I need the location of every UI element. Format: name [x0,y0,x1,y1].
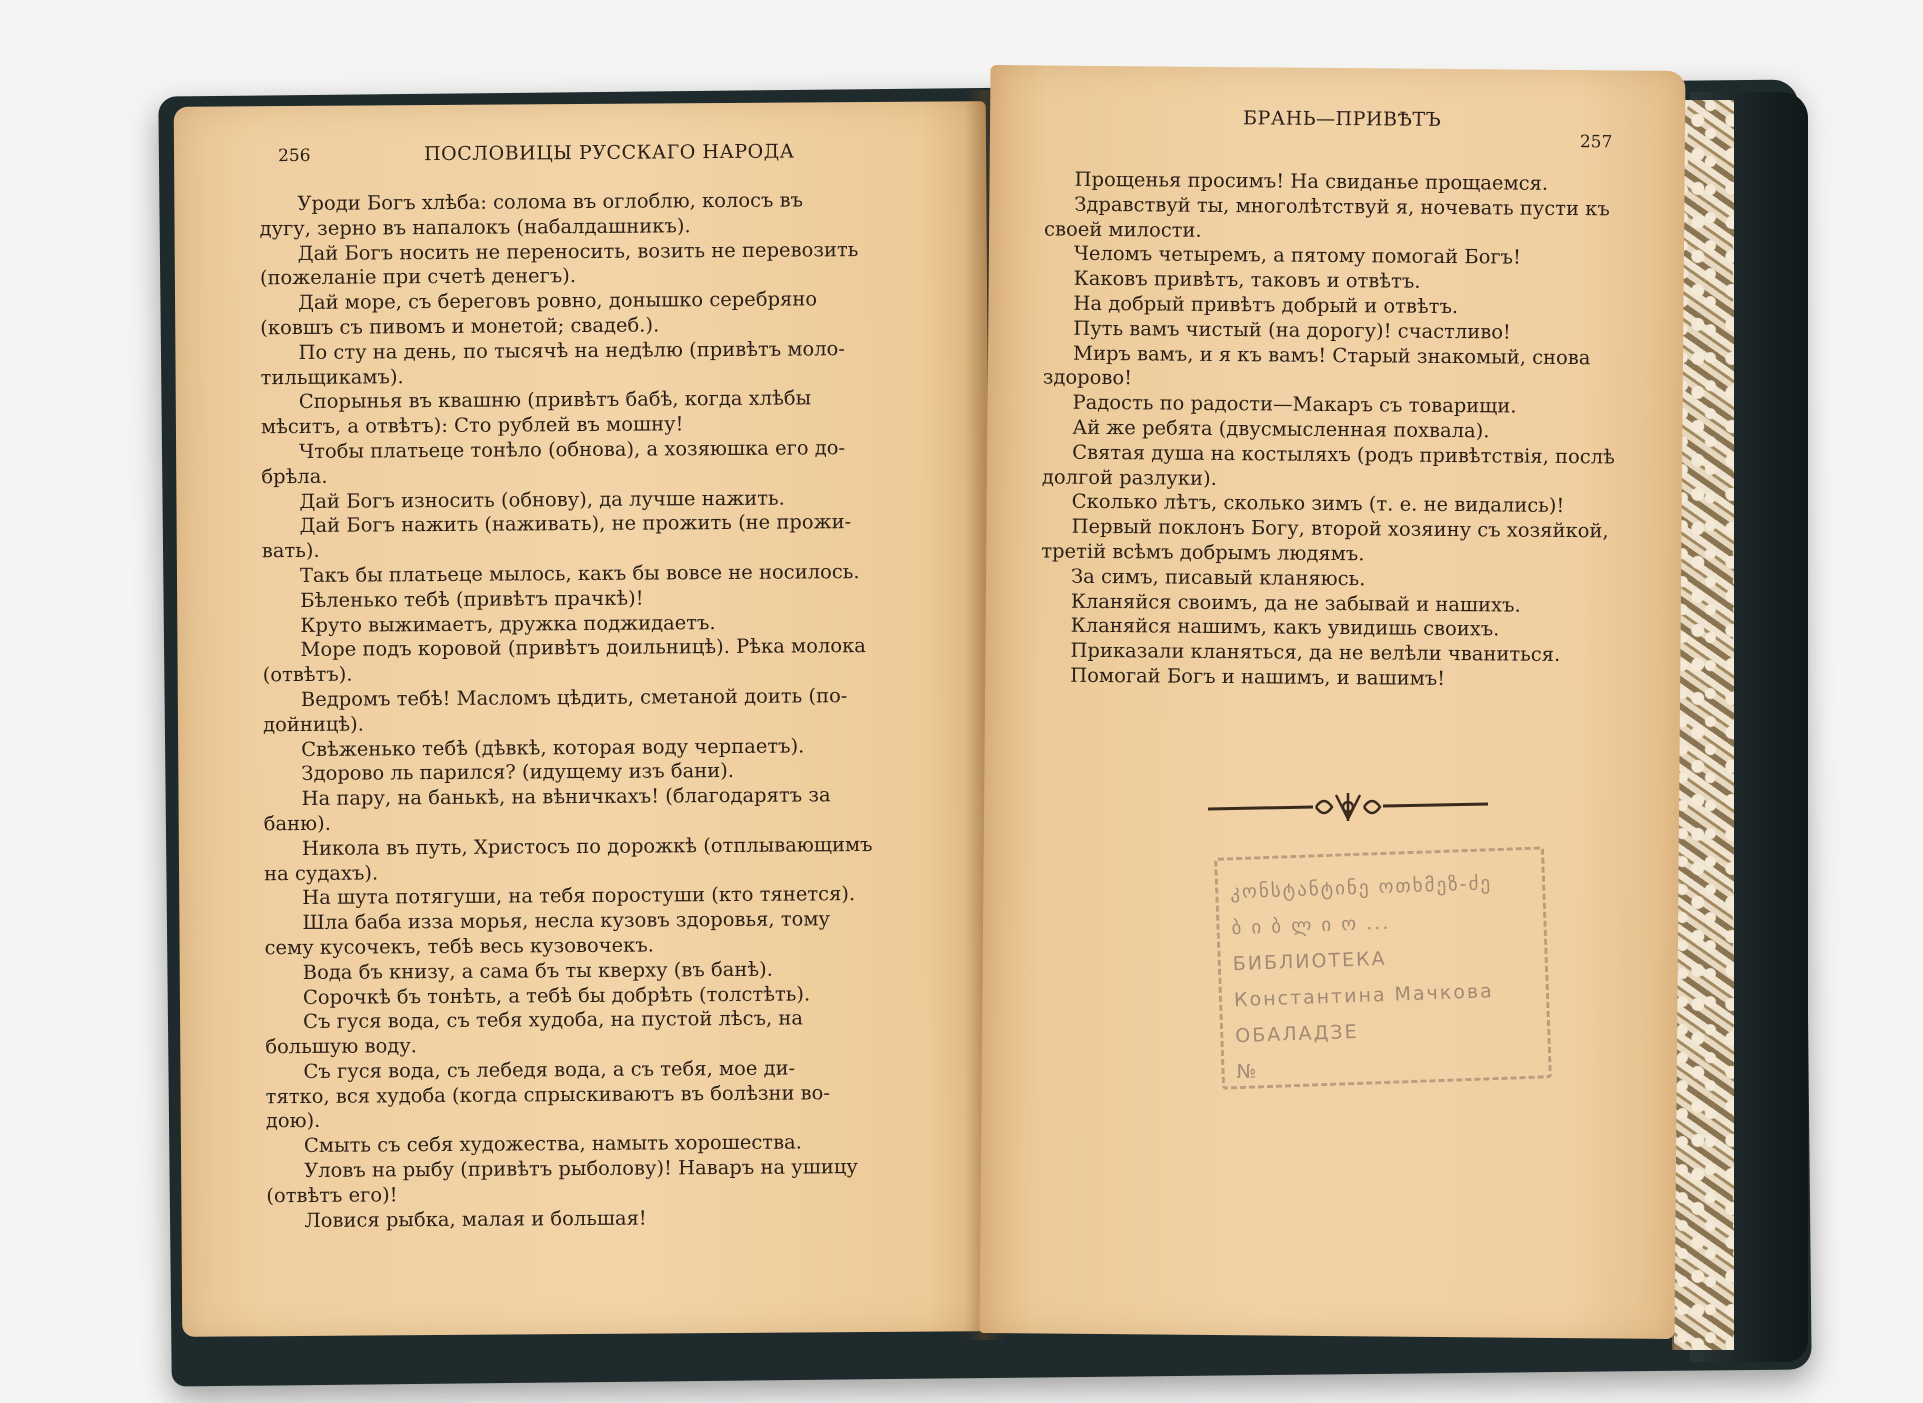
left-page-line: Дай Богъ нажить (наживать), не прожить (не прожи- [299,510,852,538]
left-page-line: Съ гуся вода, съ тебя худоба, на пустой лѣсъ, на [303,1006,804,1034]
left-page-text [259,188,875,1234]
right-page-line: своей милости. [1044,217,1202,242]
right-page-line: Ай же ребята (двусмысленная похвала). [1072,415,1490,443]
left-page-line: тильщикамъ). [260,364,404,389]
left-page-line: На шута потягуши, на тебя поростуши (кто тянется). [302,882,856,910]
left-page-line: Смыть съ себя художества, намыть хорошества. [303,1130,802,1158]
left-page-line: Ловися рыбка, малая и большая! [304,1206,647,1232]
left-page-line: Бѣленько тебѣ (привѣтъ прачкѣ)! [300,586,644,612]
left-page-line: дугу, зерно въ напалокъ (набалдашникъ). [259,214,691,241]
left-page [174,101,995,1337]
right-page-number: 257 [1579,132,1613,153]
right-page-line: третій всѣмъ добрымъ людямъ. [1041,539,1365,566]
right-page-line: Каковъ привѣтъ, таковъ и отвѣтъ. [1073,266,1421,293]
left-page-line: Никола въ путь, Христосъ по дорожкѣ (отплывающимъ [301,832,873,860]
left-page-line: Дай Богъ износить (обнову), да лучше нажить. [299,486,785,513]
left-page-line: Такъ бы платьеце мылось, какъ бы вовсе не носилось. [299,560,860,587]
left-page-line: вать). [261,538,320,563]
left-page-line: Дай Богъ носить не переносить, возить не перевозить [297,237,859,265]
left-page-line: тятко, вся худоба (когда спрыскиваютъ въ болѣзни во- [265,1080,831,1108]
right-page-line: Первый поклонъ Богу, второй хозяину съ хозяйкой, [1071,514,1609,543]
stamp-line: ОБАЛАДЗЕ [1234,1020,1359,1048]
stamp-line: Константина Мачкова [1233,980,1495,1012]
right-page-line: здорово! [1042,365,1133,390]
left-page-line: большую воду. [265,1034,418,1059]
right-page-line: Челомъ четыремъ, а пятому помогай Богъ! [1073,242,1521,270]
stamp-line: ბ ი ბ ლ ი ო ... [1231,911,1391,940]
right-page-line: Путь вамъ чистый (на дорогу)! счастливо! [1073,316,1511,344]
stamp-line: № [1236,1060,1259,1084]
stamp-line: კონსტანტინე ოთხმეზ-ძე [1229,872,1493,904]
left-page-line: брѣла. [261,464,328,489]
left-page-line: дою). [265,1109,321,1133]
left-running-head: ПОСЛОВИЦЫ РУССКАГО НАРОДА [423,140,795,166]
right-page-text [1040,167,1617,693]
left-page-line: (ковшъ съ пивомъ и монетой; свадеб.). [260,313,660,340]
left-page-line: Съ гуся вода, съ лебедя вода, а съ тебя, мое ди- [303,1056,796,1083]
left-page-line: Шла баба изза морья, несла кузовъ здоровья, тому [302,907,831,935]
left-page-line: По сту на день, по тысячѣ на недѣлю (привѣтъ моло- [298,336,846,364]
ornament-divider-icon [1208,787,1488,827]
left-page-line: Чтобы платьеце тонѣло (обнова), а хозяюшка его до- [299,436,846,463]
right-page-line: На добрый привѣтъ добрый и отвѣтъ. [1073,291,1459,319]
right-page-line: Радость по радости—Макаръ съ товарищи. [1072,390,1517,418]
right-page-line: Приказали кланяться, да не велѣли чваниться. [1070,638,1561,667]
left-page-line: На пару, на банькѣ, на вѣничкахъ! (благодарятъ за [301,783,831,811]
left-page-line: баню). [263,811,331,836]
left-page-line: Ведромъ тебѣ! Масломъ цѣдить, сметаной доить (по- [300,684,848,711]
right-page-line: Кланяйся нашимъ, какъ увидишь своихъ. [1070,614,1500,641]
right-page-line: За симъ, писавый кланяюсь. [1070,564,1366,591]
left-page-line: Море подъ коровой (привѣтъ доильницѣ). Рѣка молока [300,634,866,662]
right-page-line: Миръ вамъ, и я къ вамъ! Старый знакомый, снова [1072,341,1591,369]
right-page-line: Святая душа на костыляхъ (родъ привѣтствія, послѣ [1072,440,1615,469]
left-page-line: сему кусочекъ, тебѣ весь кузовочекъ. [264,933,654,960]
right-page-line: Здравствуй ты, многолѣтствуй я, ночевать пусти къ [1074,192,1610,221]
right-page [979,65,1685,1339]
left-page-line: Спорынья въ квашню (привѣтъ бабѣ, когда хлѣбы [298,386,812,414]
right-page-line: Кланяйся своимъ, да не забывай и нашихъ. [1070,589,1521,617]
left-page-line: Свѣженько тебѣ (дѣвкѣ, которая воду черпаетъ). [301,733,805,761]
right-running-head: БРАНЬ—ПРИВѢТЪ [1242,107,1442,131]
library-stamp [1214,846,1552,1089]
left-page-line: Уроди Богъ хлѣба: солома въ оглоблю, колосъ въ [297,188,804,215]
left-page-line: Сорочкѣ бъ тонѣть, а тебѣ бы добрѣть (толстѣть). [302,981,811,1009]
left-page-line: дойницѣ). [262,712,364,736]
left-page-line: Вода бъ книзу, а сама бъ ты кверху (въ банѣ). [302,957,773,984]
left-page-number: 256 [277,145,311,167]
right-page-line: Сколько лѣтъ, сколько зимъ (т. е. не видались)! [1071,490,1565,518]
right-page-line: долгой разлуки). [1041,465,1217,490]
left-page-line: (отвѣтъ его)! [266,1183,398,1208]
left-page-line: Здорово ль парился? (идущему изъ бани). [301,759,735,786]
left-page-line: Круто выжимаетъ, дружка поджидаетъ. [300,610,716,637]
left-page-line: (пожеланіе при счетѣ денегъ). [259,264,577,290]
right-page-line: Прощенья просимъ! На свиданье прощаемся. [1074,167,1549,195]
stamp-line: БИБЛИОТЕКА [1232,947,1387,976]
left-page-line: Уловъ на рыбу (привѣтъ рыболову)! Наваръ на ушицу [304,1155,858,1183]
left-page-line: мѣситъ, а отвѣтъ): Сто рублей въ мошну! [260,412,684,439]
left-page-line: на судахъ). [263,860,379,885]
right-page-line: Помогай Богъ и нашимъ, и вашимъ! [1070,663,1446,690]
left-page-line: Дай море, съ береговъ ровно, донышко серебряно [298,287,818,315]
left-page-line: (отвѣтъ). [262,662,353,687]
